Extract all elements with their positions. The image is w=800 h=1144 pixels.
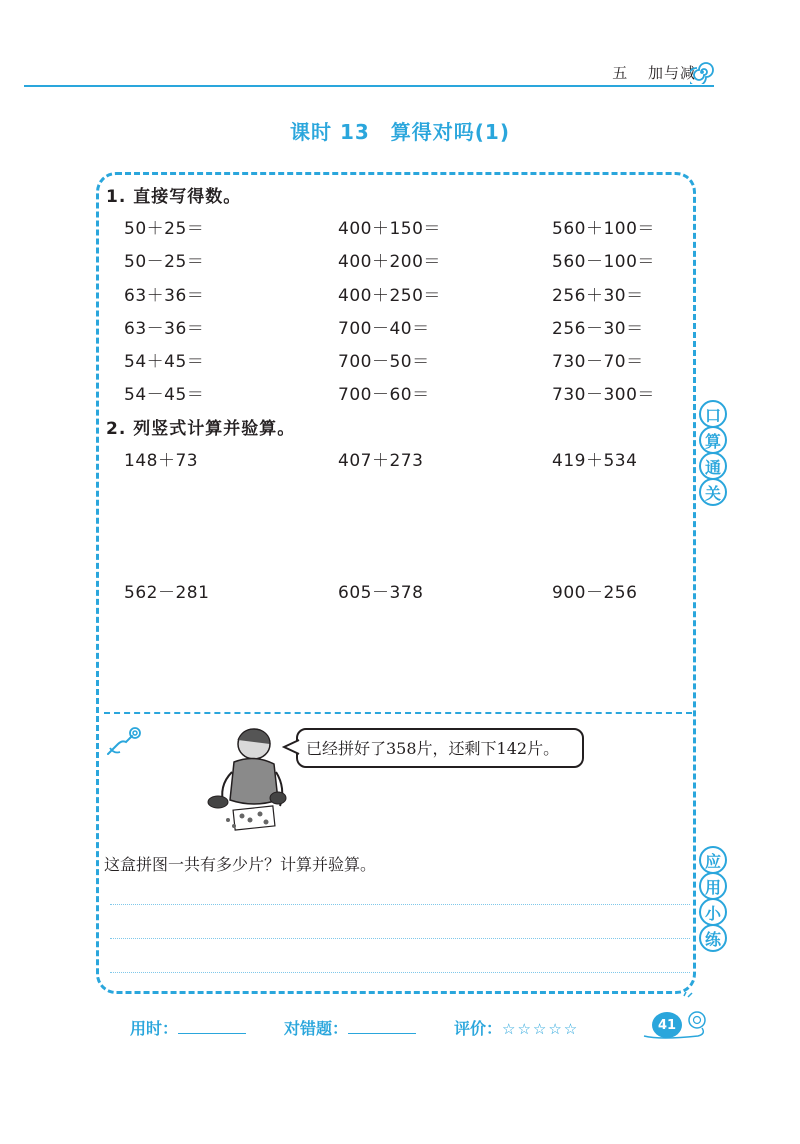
q1-equation: 50－25＝ [124, 252, 205, 272]
footer-rating [454, 1016, 579, 1039]
q2-expression: 148＋73 [124, 451, 199, 471]
q1-equation: 63＋36＝ [124, 286, 205, 306]
chapter-topic: 加与减 [647, 64, 696, 82]
page-number: 41 [652, 1012, 682, 1038]
errors-blank[interactable] [348, 1033, 416, 1034]
q2-title: 2. 列竖式计算并验算。 [106, 419, 296, 439]
lesson-title: 课时 13 算得对吗(1) [290, 120, 510, 144]
answer-line[interactable] [110, 904, 690, 905]
side-tabs-application [699, 846, 729, 950]
footer-errors [284, 1016, 416, 1039]
word-problem-question: 这盒拼图一共有多少片？计算并验算。 [104, 855, 377, 874]
chapter-header [598, 62, 696, 83]
side-tab-char: 口 [699, 400, 727, 428]
q1-equation: 730－70＝ [552, 352, 644, 372]
q1-equation: 400＋150＝ [338, 219, 441, 239]
pointing-hand-icon [104, 724, 144, 760]
q1-equation: 50＋25＝ [124, 219, 205, 239]
answer-line[interactable] [110, 972, 690, 973]
side-tabs-oral-calc [699, 400, 729, 504]
q1-equation: 700－40＝ [338, 319, 430, 339]
q1-equation: 54－45＝ [124, 385, 205, 405]
side-tab-char: 小 [699, 898, 727, 926]
chapter-unit: 五 [612, 64, 629, 82]
q1-equation: 560＋100＝ [552, 219, 655, 239]
rating-label: 评价： [454, 1019, 503, 1038]
header-rule [24, 85, 714, 87]
time-label: 用时： [130, 1019, 179, 1038]
speech-text: 已经拼好了358片，还剩下142片。 [306, 739, 560, 758]
q1-equation: 700－60＝ [338, 385, 430, 405]
side-tab-char: 通 [699, 452, 727, 480]
spiral-icon [690, 60, 714, 84]
q1-equation: 256＋30＝ [552, 286, 644, 306]
side-tab-char: 应 [699, 846, 727, 874]
q1-equation: 400＋200＝ [338, 252, 441, 272]
footer-time [130, 1016, 246, 1039]
q1-equation: 730－300＝ [552, 385, 655, 405]
side-tab-char: 用 [699, 872, 727, 900]
answer-line[interactable] [110, 938, 690, 939]
q1-equation: 256－30＝ [552, 319, 644, 339]
errors-label: 对错题： [284, 1019, 349, 1038]
q2-expression: 562－281 [124, 583, 210, 603]
q2-expression: 419＋534 [552, 451, 638, 471]
q2-expression: 900－256 [552, 583, 638, 603]
q1-equation: 63－36＝ [124, 319, 205, 339]
side-tab-char: 算 [699, 426, 727, 454]
q1-equation: 560－100＝ [552, 252, 655, 272]
speech-bubble-tail [282, 738, 300, 756]
child-doing-puzzle-illustration [204, 722, 288, 834]
q1-equation: 400＋250＝ [338, 286, 441, 306]
q1-equation: 700－50＝ [338, 352, 430, 372]
rating-stars[interactable]: ☆☆☆☆☆ [502, 1020, 580, 1038]
side-tab-char: 练 [699, 924, 727, 952]
q2-expression: 605－378 [338, 583, 424, 603]
q1-title: 1. 直接写得数。 [106, 187, 242, 207]
q1-equation: 54＋45＝ [124, 352, 205, 372]
q2-expression: 407＋273 [338, 451, 424, 471]
side-tab-char: 关 [699, 478, 727, 506]
section-divider [104, 712, 692, 714]
time-blank[interactable] [178, 1033, 246, 1034]
